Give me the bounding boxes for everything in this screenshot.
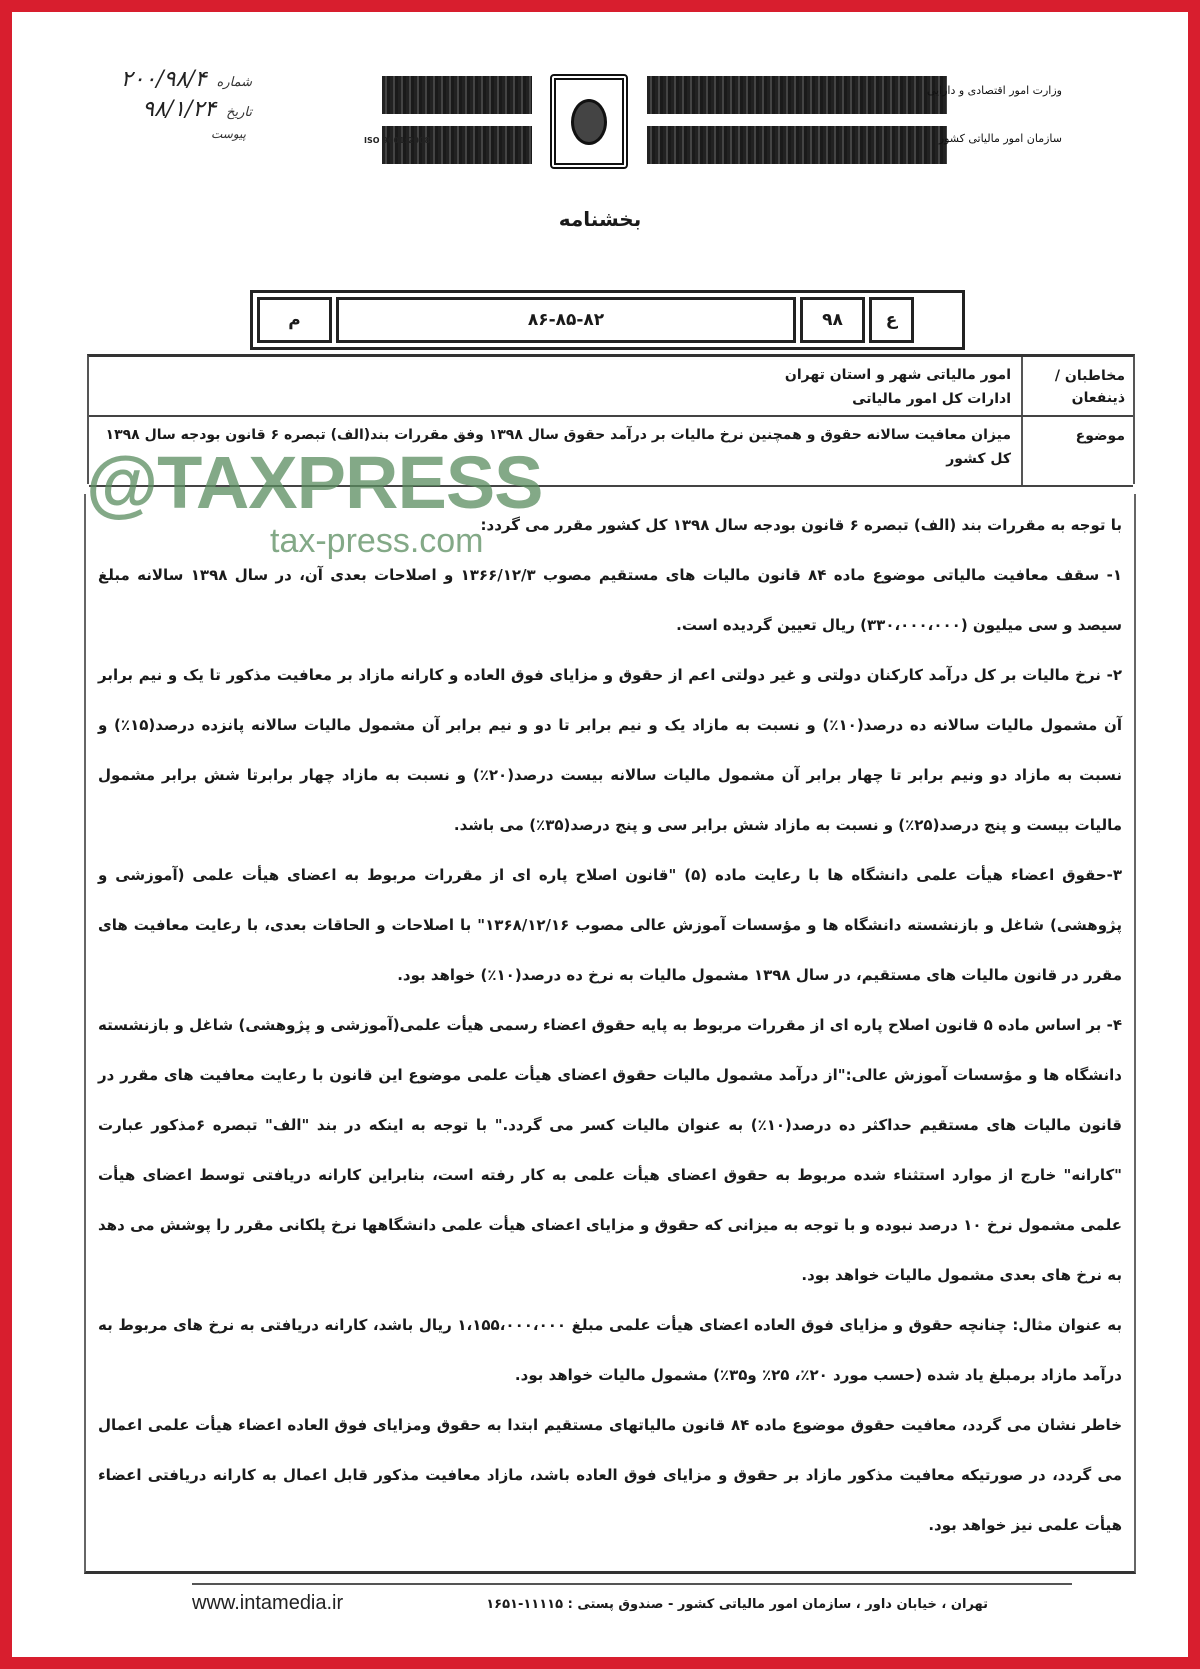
- clause-3: ۳-حقوق اعضاء هیأت علمی دانشگاه ها با رعایت ماده (۵) "قانون اصلاح پاره ای از مقررات مربوط به اعضای هیأت علمی (آموزشی و پژوهشی) شاغل و بازنشسته دانشگاه ها و مؤسسات آموزش عالی مصوب ۱۳۶۸/۱۲/۱۶" با اصلاحات و الحاقات بعدی، با رعایت معافیت های مقرر در قانون مالیات های مستقیم، در سال ۱۳۹۸ مشمول مالیات به نرخ ده درصد(۱۰٪) خواهد بود.: [98, 866, 1122, 984]
- letter-attachment-row: [62, 127, 252, 157]
- letterhead-bar: [382, 76, 532, 114]
- letter-date-label: تاریخ: [226, 105, 252, 120]
- org-name: سازمان امور مالیاتی کشور: [938, 132, 1062, 145]
- clause-4: ۴- بر اساس ماده ۵ قانون اصلاح پاره ای از مقررات مربوط به پایه حقوق اعضاء رسمی هیأت علمی(آموزشی و پژوهشی) شاغل و بازنشسته دانشگاه ها و مؤسسات آموزش عالی:"از درآمد مشمول مالیات حقوق اعضای هیأت علمی موضوع این قانون با رعایت معافیت های مقرر در قانون مالیات های مستقیم حداکثر ده درصد(۱۰٪) به عنوان مالیات کسر می گردد." با توجه به اینکه در بند "الف" تبصره ۶مذکور عبارت "کارانه" خارج از موارد استثناء شده مربوط به حقوق اعضای هیأت علمی به کار رفته است، بنابراین کارانه دریافتی توسط اعضای هیأت علمی مشمول نرخ ۱۰ درصد نبوده و با توجه به میزانی که حقوق و مزایای اعضای هیأت علمی دانشگاهها نرخ پلکانی مقرر را پوشش می دهد به نرخ های بعدی مشمول مالیات خواهد بود.: [98, 1016, 1122, 1284]
- watermark-site: tax-press.com: [270, 522, 484, 560]
- recipient-line: امور مالیاتی شهر و استان تهران: [784, 367, 1011, 383]
- letterhead-bar: [647, 126, 947, 164]
- ministry-name: وزارت امور اقتصادی و دارایی: [926, 84, 1062, 97]
- number-cell: ع: [869, 297, 914, 343]
- letter-meta: [62, 67, 252, 177]
- letter-number-label: شماره: [216, 75, 252, 90]
- intro-paragraph: با توجه به مقررات بند (الف) تبصره ۶ قانون بودجه سال ۱۳۹۸ کل کشور مقرر می گردد:: [480, 516, 1122, 534]
- example-paragraph: به عنوان مثال: چنانچه حقوق و مزایای فوق العاده اعضای هیأت علمی مبلغ ۱،۱۵۵،۰۰۰،۰۰۰ ریال باشد، کارانه دریافتی به نرخ های مربوط به درآمد مازاد برمبلغ یاد شده (حسب مورد ۲۰٪، ۲۵٪ و۳۵٪) مشمول مالیات خواهد بود.: [98, 1316, 1122, 1384]
- subject-content: میزان معافیت سالانه حقوق و همچنین نرخ مالیات بر درآمد حقوق سال ۱۳۹۸ وفق مقررات بند(الف) تبصره ۶ قانون بودجه سال ۱۳۹۸ کل کشور: [105, 427, 1011, 467]
- recipient-line: ادارات کل امور مالیاتی: [852, 391, 1011, 407]
- recipients-row: [89, 357, 1133, 417]
- letter-number-row: [62, 67, 252, 97]
- clause-2: ۲- نرخ مالیات بر کل درآمد کارکنان دولتی و غیر دولتی اعم از حقوق و مزایای فوق العاده و کارانه مازاد بر معافیت مذکور تا یک و نیم برابر آن مشمول مالیات سالانه ده درصد(۱۰٪) و نسبت به مازاد یک و نیم برابر تا دو و نیم برابر آن مشمول مالیات سالانه پانزده درصد(۱۵٪) و نسبت به مازاد دو ونیم برابر تا چهار برابر آن مشمول مالیات سالانه بیست درصد(۲۰٪) و نسبت به مازاد چهار برابرتا شش برابر مشمول مالیات بیست و پنج درصد(۲۵٪) و نسبت به مازاد شش برابر سی و پنج درصد(۳۵٪) می باشد.: [98, 666, 1123, 834]
- watermark-handle: @TAXPRESS: [86, 441, 543, 524]
- footer-divider: [192, 1583, 1072, 1585]
- letterhead-bar: [382, 126, 532, 164]
- note-paragraph: خاطر نشان می گردد، معافیت حقوق موضوع ماده ۸۴ قانون مالیاتهای مستقیم ابتدا به حقوق ومزایای فوق العاده اعضاء هیأت علمی اعمال می گردد، در صورتیکه معافیت مذکور مازاد بر حقوق و مزایای فوق العاده باشد، مازاد معافیت مذکور قابل اعمال به کارانه دریافتی اعضاء هیأت علمی نیز خواهد بود.: [98, 1416, 1123, 1534]
- clause-1: ۱- سقف معافیت مالیاتی موضوع ماده ۸۴ قانون مالیات های مستقیم مصوب ۱۳۶۶/۱۲/۳ و اصلاحات بعدی آن، در سال ۱۳۹۸ سالانه مبلغ سیصد و سی میلیون (۳۳۰،۰۰۰،۰۰۰) ریال تعیین گردیده است.: [98, 566, 1122, 634]
- subject-label: موضوع: [1021, 417, 1133, 485]
- footer-url-link[interactable]: www.intamedia.ir: [192, 1592, 344, 1614]
- circular-number-box: [250, 290, 965, 350]
- recipients-content: [89, 357, 1021, 415]
- number-cell: ۹۸: [800, 297, 865, 343]
- number-cell: ۸۶-۸۵-۸۲: [336, 297, 796, 343]
- tax-org-logo-icon: [550, 74, 628, 169]
- iso-mark: ISO 9001:2008: [364, 136, 431, 145]
- circular-body: [84, 494, 1136, 1574]
- letterhead-bar: [647, 76, 947, 114]
- letter-number-value: ۲۰۰/۹۸/۴: [120, 67, 207, 92]
- letter-attachment-label: پیوست: [211, 127, 246, 141]
- document-page: [12, 12, 1188, 1657]
- letterhead: [362, 74, 1062, 169]
- number-cell: م: [257, 297, 332, 343]
- recipients-label: مخاطبان / ذینفعان: [1021, 357, 1133, 415]
- letter-date-value: ۹۸/۱/۲۴: [142, 97, 217, 122]
- footer-address: تهران ، خیابان داور ، سازمان امور مالیاتی کشور - صندوق پستی : ۱۱۱۱۵-۱۶۵۱: [486, 1597, 988, 1612]
- page-title: بخشنامه: [558, 207, 642, 231]
- letter-date-row: [62, 97, 252, 127]
